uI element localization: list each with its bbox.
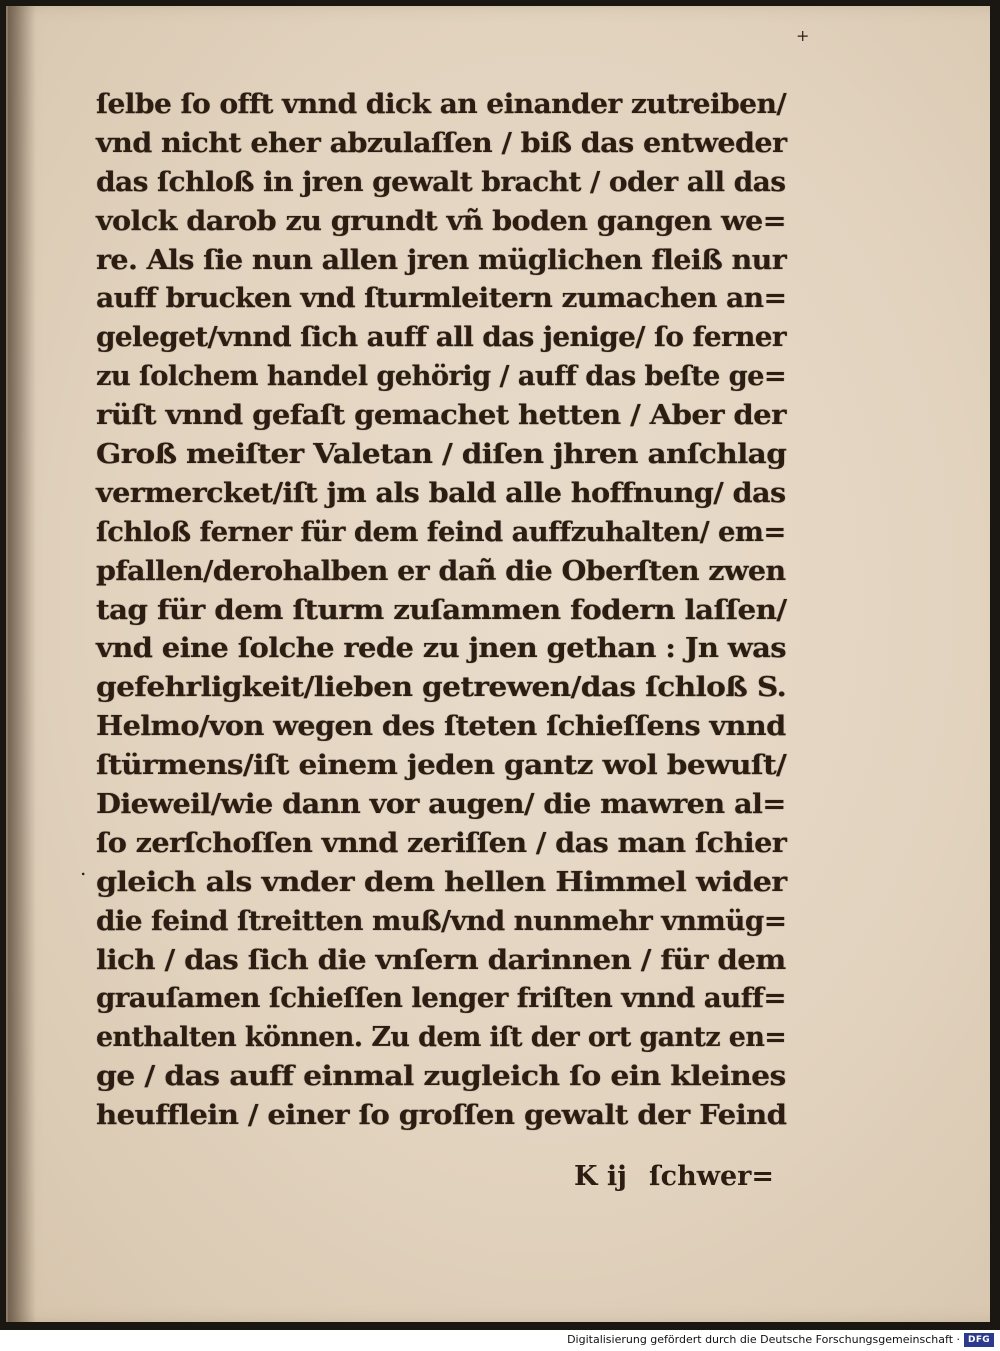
text-line: das ſchloß in jren gewalt bracht / oder all das (96, 166, 786, 198)
text-line: ge / das auff einmal zugleich ſo ein kleines (96, 1061, 786, 1093)
text-line: Groß meiſter Valetan / diſen jhren anſchlag (96, 439, 787, 471)
text-line: enthalten können. Zu dem iſt der ort gantz en= (96, 1022, 787, 1054)
text-line: ſo zerſchoſſen vnnd zeriſſen / das man ſchier (96, 827, 787, 859)
text-line: re. Als ſie nun allen jren müglichen fleiß nur (96, 244, 787, 276)
text-line: rüſt vnnd gefaſt gemachet hetten / Aber der (96, 400, 786, 432)
text-line: gefehrligkeit/lieben getrewen/das ſchloß S. (96, 672, 787, 704)
text-line: heufflein / einer ſo groſſen gewalt der Feind (96, 1100, 787, 1132)
signature-mark: K ij (574, 1161, 627, 1192)
text-line: tag für dem ſturm zuſammen fodern laſſen/ (96, 594, 787, 626)
corner-mark: + (796, 26, 810, 45)
text-line: vnd nicht eher abzulaſſen / biß das entweder (96, 127, 787, 159)
gutter-shadow (8, 6, 36, 1322)
catchword: ſchwer= (649, 1161, 774, 1192)
margin-mark: . (80, 856, 87, 880)
text-line: die feind ſtreitten muß/vnd nunmehr vnmüg= (96, 905, 787, 937)
text-line: pfallen/derohalben er dañ die Oberſten zwen (96, 555, 786, 587)
text-line: zu ſolchem handel gehörig / auff das beſte ge= (96, 361, 787, 393)
text-line: Dieweil/wie dann vor augen/ die mawren al= (96, 789, 786, 821)
text-line: geleget/vnnd ſich auff all das jenige/ ſo ferner (96, 322, 787, 354)
book-page (6, 6, 990, 1322)
funding-credit: Digitalisierung gefördert durch die Deutsche Forschungsgemeinschaft · (567, 1333, 960, 1346)
text-line: ſchloß ferner für dem feind auffzuhalten/ em= (96, 516, 786, 548)
text-line: ſtürmens/iſt einem jeden gantz wol bewuſt/ (96, 750, 787, 782)
credit-bar (0, 1330, 1000, 1351)
text-line: vermercket/iſt jm als bald alle hoffnung/ das (96, 477, 786, 509)
text-line: ſelbe ſo offt vnnd dick an einander zutreiben/ (96, 89, 786, 120)
page-footer-line (96, 1158, 786, 1196)
text-line: grauſamen ſchieſſen lenger friſten vnnd auff= (96, 983, 787, 1015)
text-line: auff brucken vnd ſturmleitern zumachen an= (96, 283, 787, 315)
text-line: lich / das ſich die vnſern darinnen / für dem (96, 944, 786, 976)
text-line: volck darob zu grundt vñ boden gangen we= (96, 205, 787, 237)
page-text (96, 86, 786, 1136)
text-line: vnd eine ſolche rede zu jnen gethan : Jn was (96, 633, 786, 665)
dfg-logo: DFG (964, 1333, 994, 1347)
text-line: gleich als vnder dem hellen Himmel wider (96, 866, 787, 898)
text-line: Helmo/von wegen des ſteten ſchieſſens vnnd (96, 711, 786, 743)
